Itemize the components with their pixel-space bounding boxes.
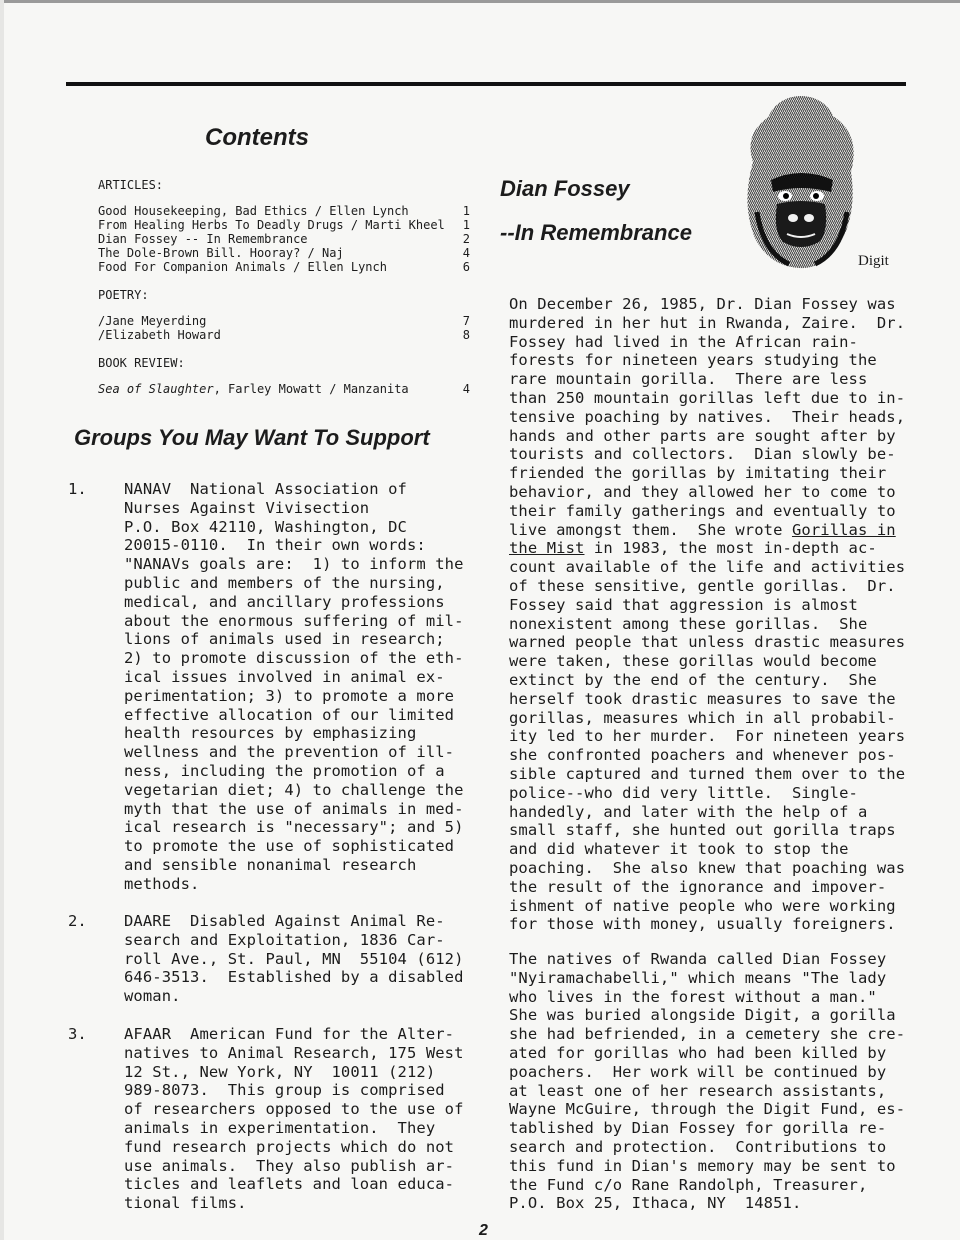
toc-page-number: 1	[462, 218, 470, 232]
article-subtitle: --In Remembrance	[500, 220, 692, 245]
toc-row	[98, 260, 470, 274]
group-item	[68, 480, 464, 893]
group-description: AFAAR American Fund for the Alter- natives to Animal Research, 175 West 12 St., New York, NY 10011 (212) 989-8073. This group is comprised of researchers opposed to the use of animals in experimentation. They fund research projects which do not use animals. They also publish ar- ticles and leaflets and loan educa- tional films.	[124, 1025, 464, 1213]
image-caption: Digit	[858, 253, 889, 269]
gorilla-illustration	[733, 92, 873, 274]
book-review-author: , Farley Mowatt / Manzanita	[213, 382, 409, 396]
group-description: NANAV National Association of Nurses Against Vivisection P.O. Box 42110, Washington, DC 20015-0110. In their own words: "NANAVs goals are: 1) to inform the public and members of the nursing, medical, and ancillary professions about the enormous suffering of mil- lions of animals used in research; 2) to promote discussion of the eth- ical issues involved in animal ex- perimentation; 3) to promote a more effective allocation of our limited health resources by emphasizing wellness and the prevention of ill- ness, including the promotion of a vegetarian diet; 4) to challenge the myth that the use of animals in med- ical research is "necessary"; and 5) to promote the use of sophisticated and sensible nonanimal research methods.	[124, 480, 464, 893]
article-title: Dian Fossey	[500, 176, 630, 201]
toc-entry-title: From Healing Herbs To Deadly Drugs / Marti Kheel	[98, 218, 445, 232]
book-title-continued: the Mist	[509, 539, 585, 558]
toc-row	[98, 314, 470, 328]
group-item	[68, 912, 464, 1006]
group-number: 1.	[68, 480, 87, 498]
page-top-edge	[0, 0, 960, 3]
group-description: DAARE Disabled Against Animal Re- search and Exploitation, 1836 Car- roll Ave., St. Paul, MN 55104 (612) 646-3513. Established by a disabled woman.	[124, 912, 464, 1006]
toc-entry-title: The Dole-Brown Bill. Hooray? / Naj	[98, 246, 344, 260]
header-rule	[66, 82, 906, 86]
page-number: 2	[479, 1222, 488, 1239]
toc-page-number: 1	[462, 204, 470, 218]
groups-heading: Groups You May Want To Support	[74, 425, 430, 450]
article-paragraph-1	[509, 295, 905, 934]
toc-page-number: 7	[462, 314, 470, 328]
toc-row	[98, 232, 470, 246]
toc-row	[98, 218, 470, 232]
book-title: Gorillas in	[791, 520, 896, 539]
toc-entry-title: /Elizabeth Howard	[98, 328, 221, 342]
toc-row	[98, 328, 470, 342]
article-text: On December 26, 1985, Dr. Dian Fossey was murdered in her hut in Rwanda, Zaire. Dr. Fossey had lived in the African rain- forests for nineteen years studying the rare mountain gorilla. There are less than 250 mountain gorillas left due to in- tensive poaching by natives. Their heads, hands and other parts are sought after by tourists and collectors. Dian slowly be- friended the gorillas by imitating their behavior, and they allowed her to come to their family gatherings and eventually to live amongst them. She wrote	[509, 295, 906, 539]
page-left-edge	[0, 0, 4, 1240]
group-item	[68, 1025, 464, 1213]
poetry-list	[98, 314, 470, 342]
toc-entry-title: Food For Companion Animals / Ellen Lynch	[98, 260, 387, 274]
toc-row	[98, 246, 470, 260]
toc-row-book-review	[98, 382, 470, 396]
toc-page-number: 2	[462, 232, 470, 246]
article-paragraph-2: The natives of Rwanda called Dian Fossey "Nyiramachabelli," which means "The lady who lives in the forest without a man." She was buried alongside Digit, a gorilla she had befriended, in a cemetery she cre- ated for gorillas who had been killed by poachers. Her work will be continued by at least one of her research assistants, Wayne McGuire, through the Digit Fund, es- tablished by Dian Fossey for gorilla re- search and protection. Contributions to this fund in Dian's memory may be sent to the Fund c/o Rane Randolph, Treasurer, P.O. Box 25, Ithaca, NY 14851.	[509, 950, 906, 1213]
poetry-label: POETRY:	[98, 288, 149, 302]
contents-heading: Contents	[205, 124, 309, 151]
articles-list	[98, 204, 470, 274]
toc-entry-title: Good Housekeeping, Bad Ethics / Ellen Lynch	[98, 204, 409, 218]
group-number: 2.	[68, 912, 87, 930]
toc-page-number: 8	[462, 328, 470, 342]
toc-entry-title: /Jane Meyerding	[98, 314, 207, 328]
article-text-continued: in 1983, the most in-depth ac- count available of the life and activities of these sensitive, gentle gorillas. Dr. Fossey said that aggression is almost nonexistent among these gorillas. She warned people that unless drastic measures were taken, these gorillas would become extinct by the end of the century. She herself took drastic measures to save the gorillas, measures which in all probabil- ity led to her murder. For nineteen years she confronted poachers and whenever pos- sible captured and turned them over to the police--who did very little. Single- handedly, and later with the help of a small staff, she hunted out gorilla traps and did whatever it took to stop the poaching. She also knew that poaching was the result of the ignorance and impover- ishment of native people who were working for those with money, usually foreigners.	[509, 539, 906, 934]
toc-page-number: 6	[462, 260, 470, 274]
toc-entry-title: Dian Fossey -- In Remembrance	[98, 232, 308, 246]
toc-page-number: 4	[462, 246, 470, 260]
book-review-title: Sea of Slaughter	[98, 382, 214, 396]
table-of-contents	[98, 178, 470, 396]
book-review-label: BOOK REVIEW:	[98, 356, 185, 370]
toc-row	[98, 204, 470, 218]
group-number: 3.	[68, 1025, 87, 1043]
toc-page-number: 4	[462, 382, 470, 396]
articles-label: ARTICLES:	[98, 178, 164, 192]
